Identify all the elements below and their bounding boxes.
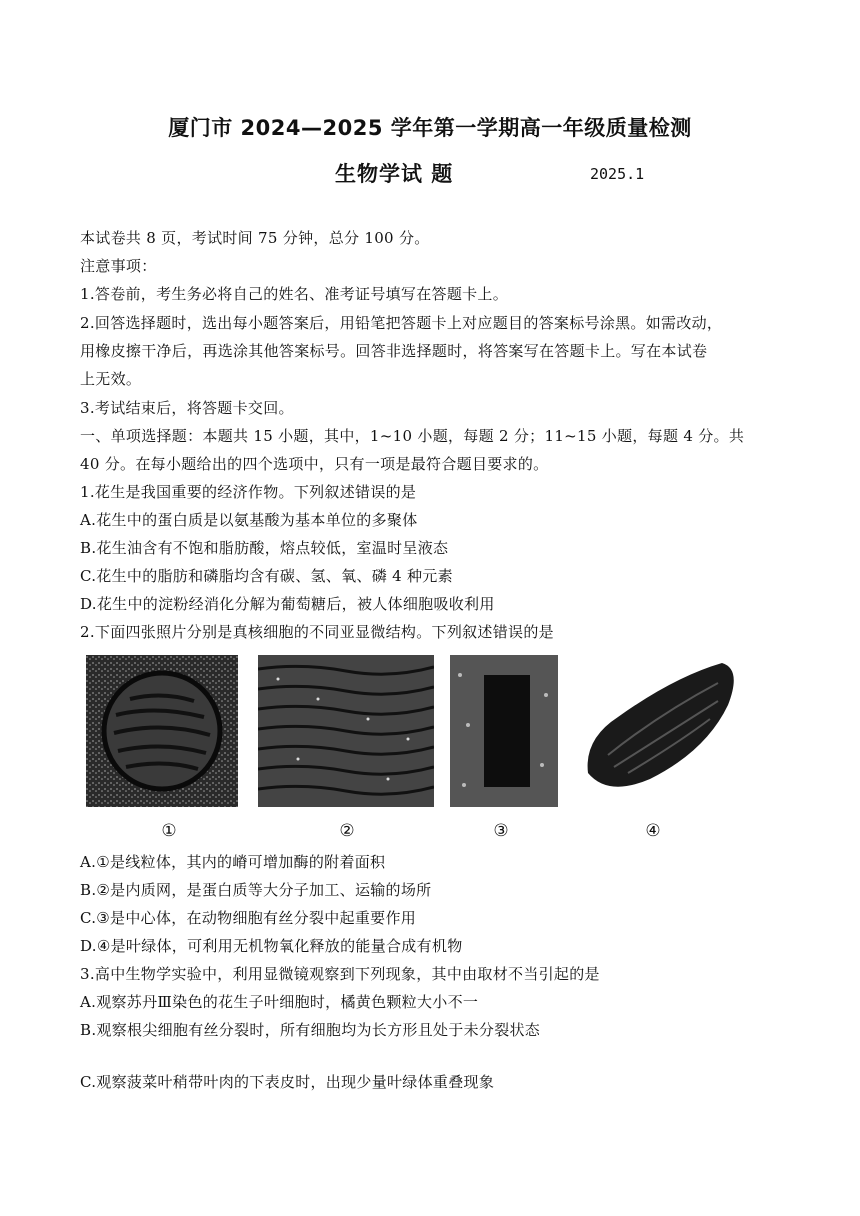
q3-stem: 3.高中生物学实验中，利用显微镜观察到下列现象，其中由取材不当引起的是 (80, 965, 600, 983)
intro-line: 本试卷共 8 页，考试时间 75 分钟，总分 100 分。 (80, 229, 430, 247)
figure-label-4: ④ (645, 821, 661, 841)
photo-endoplasmic-reticulum (258, 655, 434, 807)
section-heading: 40 分。在每小题给出的四个选项中，只有一项是最符合题目要求的。 (80, 455, 549, 473)
figure-label-2: ② (339, 821, 355, 841)
q2-option-d: D.④是叶绿体，可利用无机物氧化释放的能量合成有机物 (80, 937, 463, 955)
q2-option-c: C.③是中心体，在动物细胞有丝分裂中起重要作用 (80, 909, 417, 927)
photo-centriole (450, 655, 558, 807)
q1-option-b: B.花生油含有不饱和脂肪酸，熔点较低，室温时呈液态 (80, 539, 449, 557)
q3-option-a: A.观察苏丹Ⅲ染色的花生子叶细胞时，橘黄色颗粒大小不一 (80, 993, 479, 1011)
q1-option-a: A.花生中的蛋白质是以氨基酸为基本单位的多聚体 (80, 511, 418, 529)
intro-line: 用橡皮擦干净后，再选涂其他答案标号。回答非选择题时，将答案写在答题卡上。写在本试卷 (80, 342, 708, 360)
q2-figure (82, 655, 742, 845)
q2-option-a: A.①是线粒体，其内的嵴可增加酶的附着面积 (80, 853, 386, 871)
intro-line: 2.回答选择题时，选出每小题答案后，用铅笔把答题卡上对应题目的答案标号涂黑。如需改动， (80, 314, 723, 332)
q3-option-b: B.观察根尖细胞有丝分裂时，所有细胞均为长方形且处于未分裂状态 (80, 1021, 541, 1039)
intro-line: 注意事项： (80, 257, 157, 275)
intro-line: 3.考试结束后，将答题卡交回。 (80, 399, 294, 417)
q2-option-b: B.②是内质网，是蛋白质等大分子加工、运输的场所 (80, 881, 432, 899)
figure-label-1: ① (161, 821, 177, 841)
photo-chloroplast (578, 655, 740, 807)
q3-option-c: C.观察菠菜叶稍带叶肉的下表皮时，出现少量叶绿体重叠现象 (80, 1073, 495, 1091)
q1-option-d: D.花生中的淀粉经消化分解为葡萄糖后，被人体细胞吸收利用 (80, 595, 495, 613)
q2-stem: 2.下面四张照片分别是真核细胞的不同亚显微结构。下列叙述错误的是 (80, 623, 554, 641)
figure-label-3: ③ (493, 821, 509, 841)
q1-stem: 1.花生是我国重要的经济作物。下列叙述错误的是 (80, 483, 417, 501)
intro-line: 上无效。 (80, 370, 142, 388)
exam-date: 2025.1 (590, 165, 645, 183)
exam-subtitle: 生物学试 题 (335, 162, 454, 186)
section-heading: 一、单项选择题：本题共 15 小题，其中，1~10 小题，每题 2 分；11~15 小题，每题 4 分。共 (80, 427, 745, 445)
q1-option-c: C.花生中的脂肪和磷脂均含有碳、氢、氧、磷 4 种元素 (80, 567, 453, 585)
intro-line: 1.答卷前，考生务必将自己的姓名、准考证号填写在答题卡上。 (80, 285, 509, 303)
exam-title: 厦门市 2024—2025 学年第一学期高一年级质量检测 (168, 116, 692, 140)
photo-mitochondrion (86, 655, 238, 807)
